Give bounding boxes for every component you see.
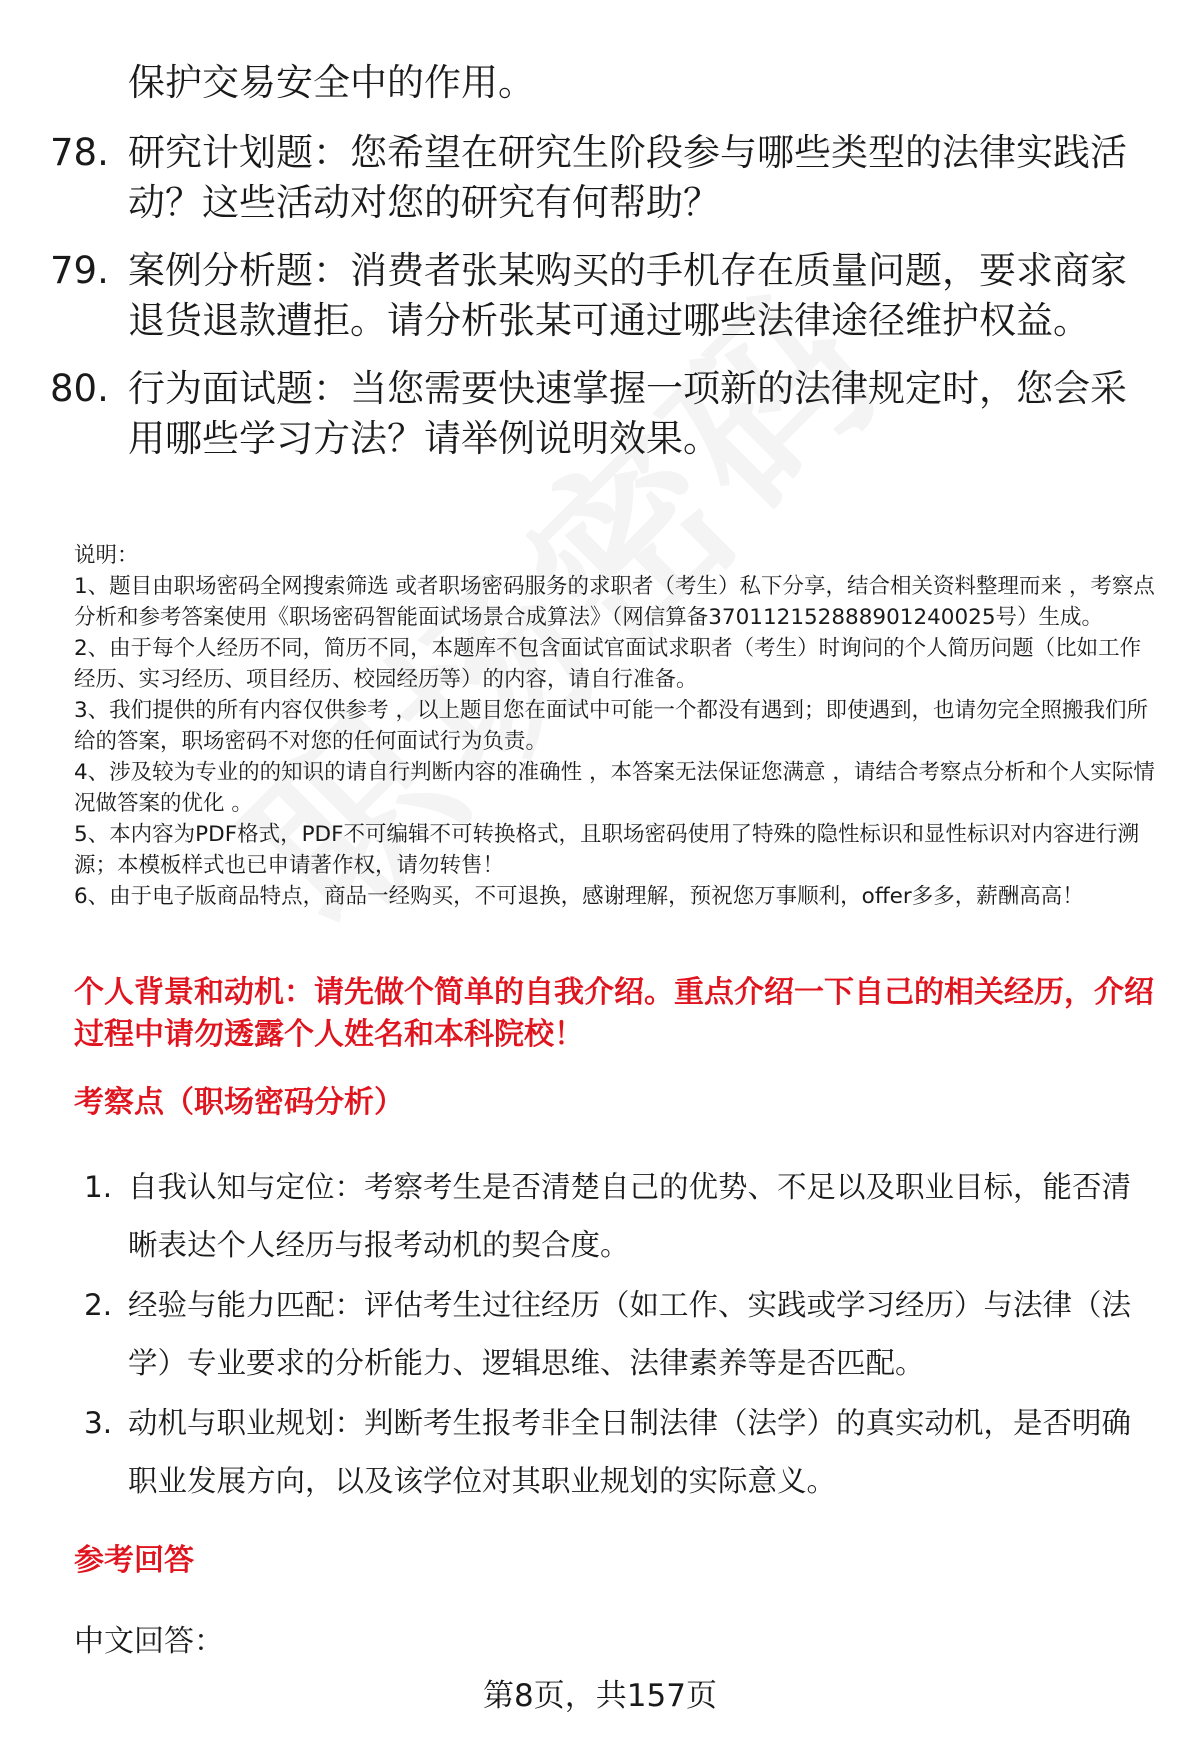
analysis-item-text: 动机与职业规划：判断考生报考非全日制法律（法学）的真实动机，是否明确职业发展方向，以及该学位对其职业规划的实际意义。 xyxy=(128,1406,1132,1498)
question-text: 行为面试题：当您需要快速掌握一项新的法律规定时，您会采用哪些学习方法？请举例说明效果。 xyxy=(128,367,1127,460)
question-number: 78. xyxy=(50,131,109,174)
analysis-item xyxy=(84,1158,1160,1274)
answer-label: 中文回答： xyxy=(74,1624,224,1659)
answer-heading: 参考回答 xyxy=(74,1543,194,1578)
analysis-item-text: 经验与能力匹配：评估考生过往经历（如工作、实践或学习经历）与法律（法学）专业要求的分析能力、逻辑思维、法律素养等是否匹配。 xyxy=(128,1288,1132,1380)
analysis-list xyxy=(84,1158,1160,1512)
page-footer: 第8页，共157页 xyxy=(483,1678,717,1714)
question-number: 80. xyxy=(50,367,109,410)
note-line-1: 1、题目由职场密码全网搜索筛选 或者职场密码服务的求职者（考生）私下分享，结合相关资料整理而来 ，考察点分析和参考答案使用《职场密码智能面试场景合成算法》（网信算备370112152888901240025号）生成。 xyxy=(74,574,1155,630)
analysis-item-number: 1. xyxy=(84,1170,113,1204)
question-number: 79. xyxy=(50,249,109,292)
analysis-item-number: 2. xyxy=(84,1288,113,1322)
analysis-item-text: 自我认知与定位：考察考生是否清楚自己的优势、不足以及职业目标，能否清晰表达个人经历与报考动机的契合度。 xyxy=(128,1170,1132,1262)
analysis-item-number: 3. xyxy=(84,1406,113,1440)
note-line-5: 5、本内容为PDF格式，PDF不可编辑不可转换格式，且职场密码使用了特殊的隐性标识和显性标识对内容进行溯源；本模板样式也已申请著作权，请勿转售！ xyxy=(74,822,1139,878)
note-line-6: 6、由于电子版商品特点，商品一经购买，不可退换，感谢理解，预祝您万事顺利，offer多多，薪酬高高！ xyxy=(74,884,1084,909)
analysis-item xyxy=(84,1276,1160,1392)
question-item-78 xyxy=(50,128,1150,228)
note-line-4: 4、涉及较为专业的的知识的请自行判断内容的准确性 ，本答案无法保证您满意 ，请结合考察点分析和个人实际情况做答案的优化 。 xyxy=(74,760,1155,816)
question-item-80 xyxy=(50,364,1150,464)
analysis-heading: 考察点（职场密码分析） xyxy=(74,1085,404,1120)
notes-block xyxy=(74,540,1160,912)
question-heading: 个人背景和动机：请先做个简单的自我介绍。重点介绍一下自己的相关经历，介绍过程中请勿透露个人姓名和本科院校！ xyxy=(74,975,1154,1052)
question-text: 案例分析题：消费者张某购买的手机存在质量问题，要求商家退货退款遭拒。请分析张某可通过哪些法律途径维护权益。 xyxy=(128,249,1127,342)
notes-title: 说明： xyxy=(74,543,139,568)
note-line-2: 2、由于每个人经历不同，简历不同，本题库不包含面试官面试求职者（考生）时询问的个人简历问题（比如工作经历、实习经历、项目经历、校园经历等）的内容，请自行准备。 xyxy=(74,636,1142,692)
note-line-3: 3、我们提供的所有内容仅供参考 ，以上题目您在面试中可能一个都没有遇到；即使遇到，也请勿完全照搬我们所给的答案，职场密码不对您的任何面试行为负责。 xyxy=(74,698,1149,754)
analysis-item xyxy=(84,1394,1160,1510)
question-item-79 xyxy=(50,246,1150,346)
question-text: 研究计划题：您希望在研究生阶段参与哪些类型的法律实践活动？这些活动对您的研究有何帮助？ xyxy=(128,131,1127,224)
question-continuation: 保护交易安全中的作用。 xyxy=(128,61,535,104)
